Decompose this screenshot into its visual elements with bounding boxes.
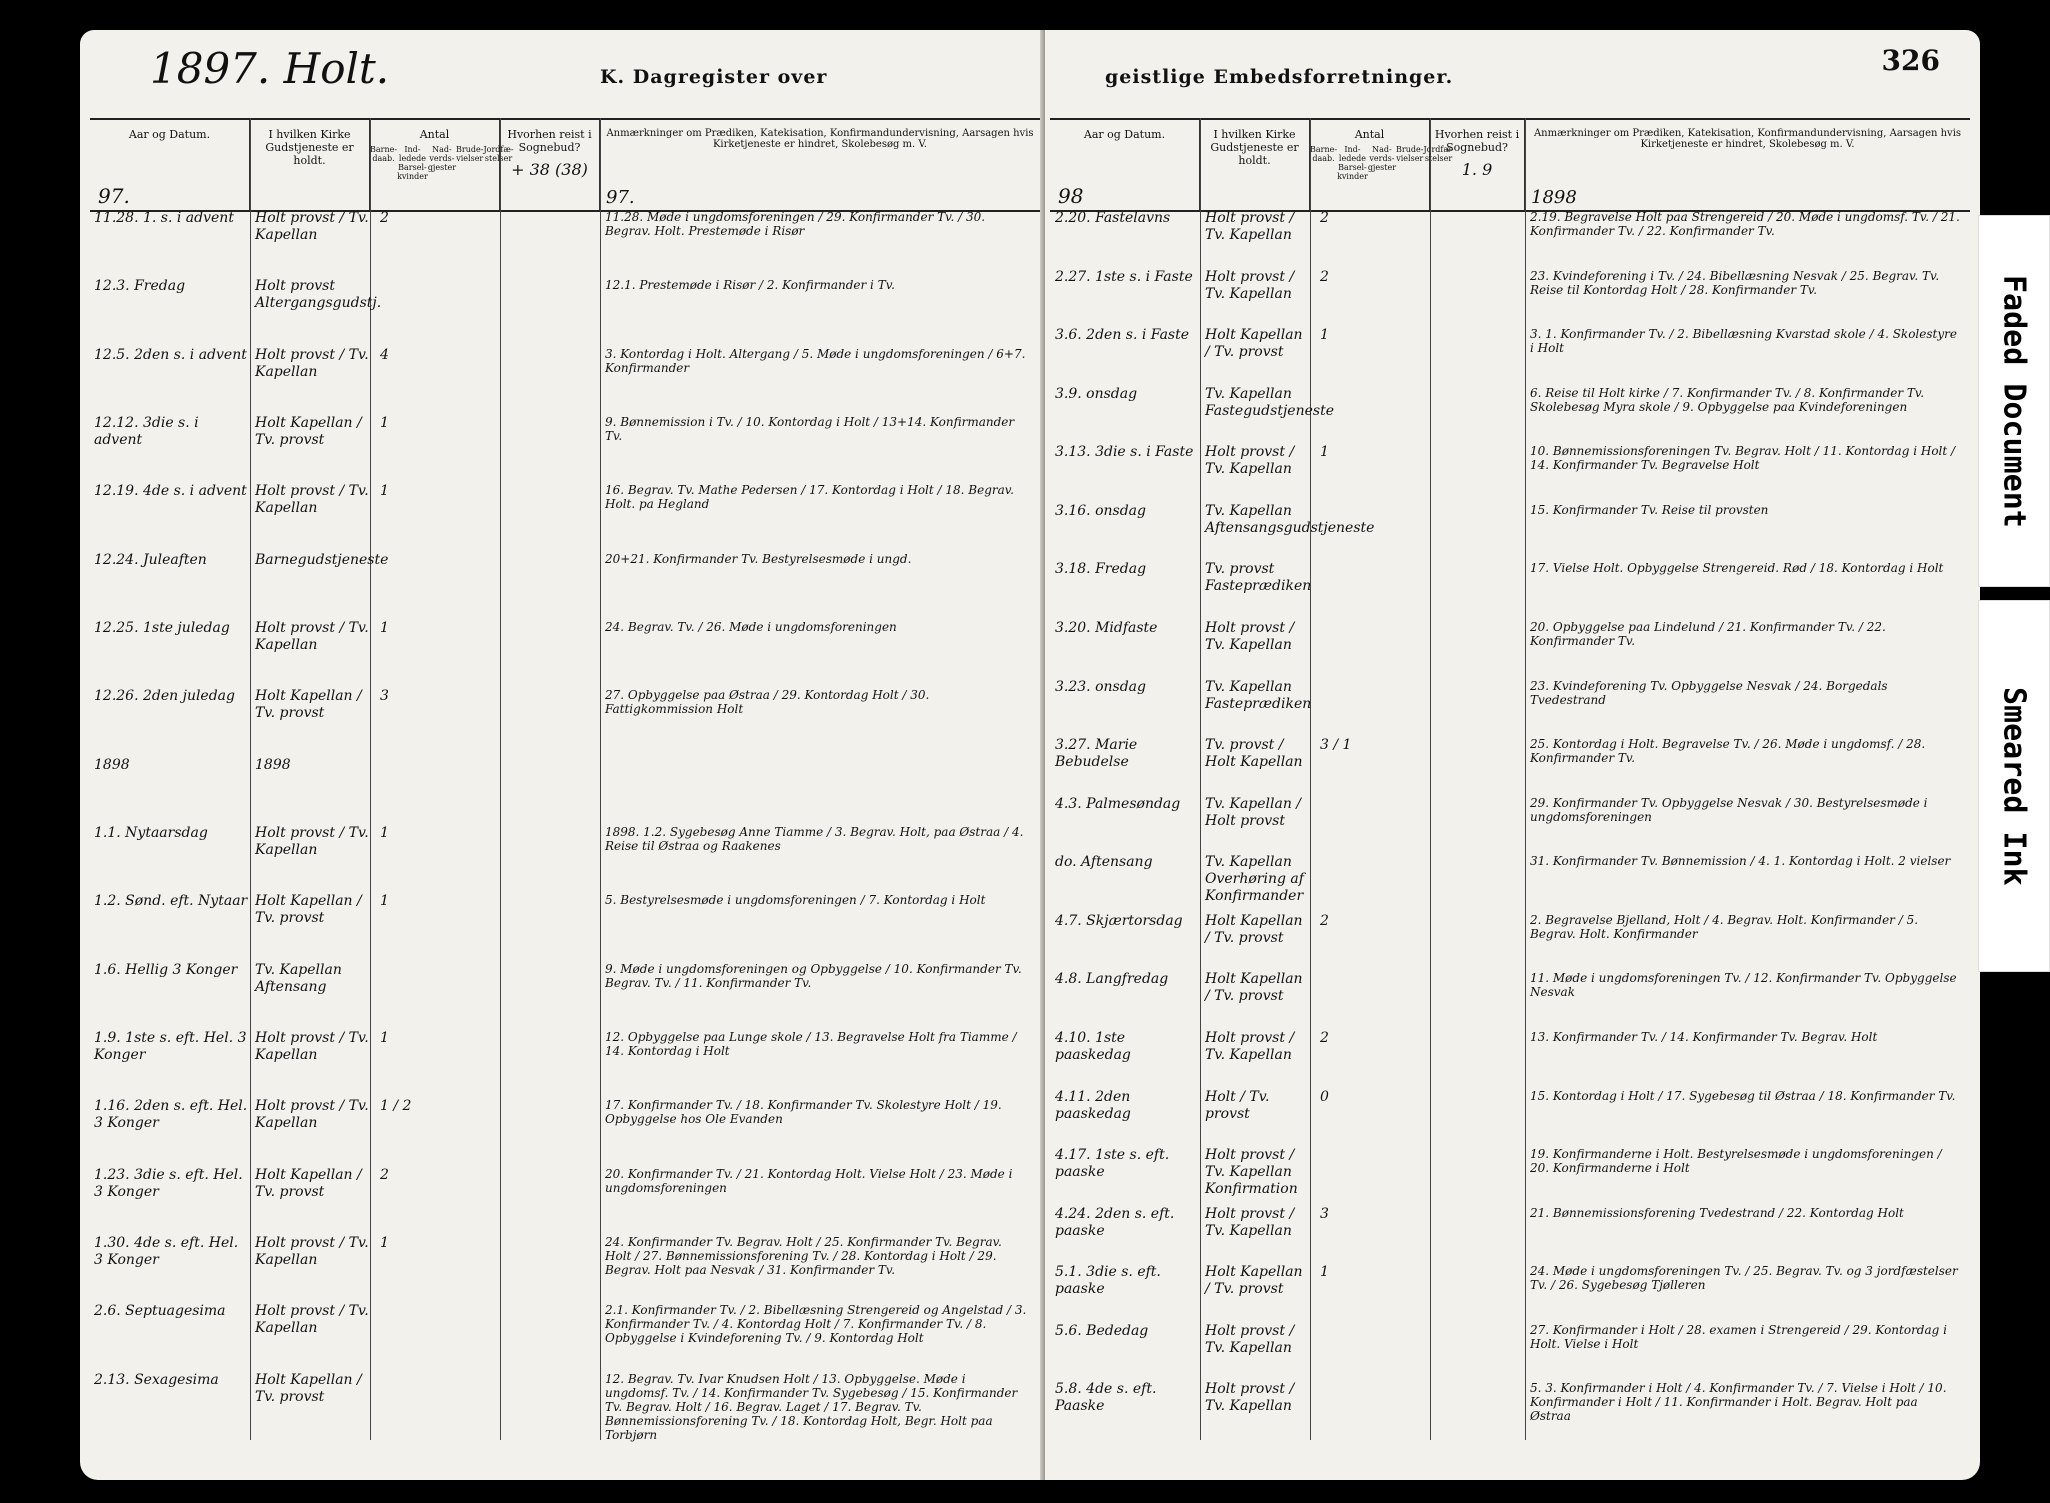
entry-note: 9. Bønnemission i Tv. / 10. Kontordag i Holt / 13+14. Konfirmander Tv.	[605, 415, 1015, 443]
entry-note: 23. Kvindeforening Tv. Opbyggelse Nesvak / 24. Borgedals Tvedestrand	[1530, 678, 1888, 707]
entry-church: Holt provst / Tv. Kapellan	[255, 210, 369, 243]
entry-church: Holt provst / Tv. Kapellan	[255, 346, 369, 380]
entry-date: 12.3. Fredag	[94, 278, 186, 295]
entry-date: 4.10. 1ste paaskedag	[1055, 1030, 1131, 1063]
entry-note: 23. Kvindeforening i Tv. / 24. Bibellæsning Nesvak / 25. Begrav. Tv. Reise til Kontordag Holt / 28. Konfirmander Tv.	[1530, 268, 1940, 297]
entry-date: 3.18. Fredag	[1055, 561, 1147, 578]
entry-church: Tv. provst Fasteprædiken	[1205, 561, 1312, 595]
right-notes-year: 1898	[1531, 187, 1577, 208]
left-column-header	[90, 118, 1040, 212]
left-sub-barsel: Ind-ledede Barsel-kvinder	[397, 145, 428, 181]
entry-note: 27. Opbyggelse paa Østraa / 29. Kontordag Holt / 30. Fattigkommission Holt	[605, 688, 930, 717]
entry-count: 1	[1320, 327, 1329, 344]
entry-note: 25. Kontordag i Holt. Begravelse Tv. / 26. Møde i ungdomsf. / 28. Konfirmander Tv.	[1530, 737, 1926, 766]
right-sub-jordfaeste: Jordfæ-stelser	[1423, 145, 1454, 163]
entry-note: 24. Begrav. Tv. / 26. Møde i ungdomsforeningen	[605, 620, 897, 634]
entry-date: 4.17. 1ste s. eft. paaske	[1055, 1147, 1170, 1181]
page-number: 326	[1881, 44, 1940, 77]
left-notes-year: 97.	[606, 187, 635, 208]
entry-date: 1.1. Nytaarsdag	[94, 825, 208, 841]
entry-date: 4.24. 2den s. eft. paaske	[1055, 1205, 1175, 1239]
smeared-ink-label: Smeared Ink	[1996, 686, 2032, 886]
entry-church: Holt Kapellan / Tv. provst	[255, 1166, 362, 1200]
entry-church: Holt Kapellan / Tv. provst	[1205, 327, 1303, 361]
entry-note: 19. Konfirmanderne i Holt. Bestyrelsesmøde i ungdomsforeningen / 20. Konfirmanderne i Holt	[1530, 1147, 1942, 1176]
entry-church: Holt provst / Tv. Kapellan	[1205, 620, 1295, 653]
entry-church: Holt provst / Tv. Kapellan	[1205, 1381, 1295, 1415]
entry-note: 15. Kontordag i Holt / 17. Sygebesøg til Østraa / 18. Konfirmander Tv.	[1530, 1088, 1956, 1103]
entry-church: Holt provst Altergangsgudstj.	[255, 278, 382, 312]
entry-date: 3.6. 2den s. i Faste	[1055, 327, 1190, 344]
entry-church: Holt provst / Tv. Kapellan	[255, 1098, 369, 1132]
entry-church: Holt provst / Tv. Kapellan	[255, 620, 369, 653]
right-sub-barnedaab: Barne-daab.	[1310, 145, 1338, 163]
entry-date: 1.23. 3die s. eft. Hel. 3 Konger	[94, 1166, 243, 1200]
entry-note: 3. Kontordag i Holt. Altergang / 5. Møde i ungdomsforeningen / 6+7. Konfirmander	[605, 346, 1026, 375]
entry-date: 2.13. Sexagesima	[94, 1371, 219, 1388]
entry-church: Tv. Kapellan Aftensangsgudstjeneste	[1205, 502, 1375, 536]
entry-note: 29. Konfirmander Tv. Opbyggelse Nesvak / 30. Bestyrelsesmøde i ungdomsforeningen	[1530, 795, 1928, 824]
entry-note: 12. Begrav. Tv. Ivar Knudsen Holt / 13. Opbyggelse. Møde i ungdomsf. Tv. / 14. Konfirmander Tv. Sygebesøg / 15. Konfirmander Tv. Begrav. Holt / 16. Begrav. Laget / 17. Begrav. Tv. Bønnemissionsforening Tv. / 18. Kontordag Holt, Begr. Holt paa Torbjørn	[605, 1371, 1018, 1442]
entry-note: 3. 1. Konfirmander Tv. / 2. Bibellæsning Kvarstad skole / 4. Skolestyre i Holt	[1530, 327, 1957, 356]
entry-church: Barnegudstjeneste	[255, 551, 389, 568]
entry-date: 5.1. 3die s. eft. paaske	[1055, 1264, 1161, 1298]
entry-count: 4	[380, 346, 389, 363]
entry-date: 1898	[94, 756, 130, 773]
entry-church: Holt Kapellan / Tv. provst	[1205, 971, 1303, 1005]
right-col-notes: Anmærkninger om Prædiken, Katekisation, Konfirmandundervisning, Aarsagen hvis Kirketjeneste er hindret, Skolebesøg m. V.	[1533, 128, 1962, 150]
entry-note: 2.19. Begravelse Holt paa Strengereid / 20. Møde i ungdomsf. Tv. / 21. Konfirmander Tv. / 22. Konfirmander Tv.	[1530, 210, 1960, 238]
entry-church: Holt provst / Tv. Kapellan	[1205, 268, 1295, 302]
left-sognebud-note: + 38 (38)	[511, 160, 588, 179]
entry-count: 2	[380, 210, 389, 226]
entry-date: 2.20. Fastelavns	[1055, 210, 1171, 226]
right-col-church: I hvilken Kirke Gudstjeneste er holdt.	[1210, 128, 1299, 167]
entry-date: 4.11. 2den paaskedag	[1055, 1088, 1131, 1122]
entry-date: 2.6. Septuagesima	[94, 1303, 226, 1320]
entry-note: 17. Vielse Holt. Opbyggelse Strengereid. Rød / 18. Kontordag i Holt	[1530, 561, 1944, 576]
entry-church: Holt provst / Tv. Kapellan Konfirmation	[1205, 1147, 1298, 1198]
entry-date: 1.30. 4de s. eft. Hel. 3 Konger	[94, 1235, 239, 1268]
right-col-sognebud: Hvorhen reist i Sognebud?	[1434, 128, 1520, 154]
entry-note: 11. Møde i ungdomsforeningen Tv. / 12. Konfirmander Tv. Opbyggelse Nesvak	[1530, 971, 1957, 1000]
entry-note: 5. 3. Konfirmander i Holt / 4. Konfirmander Tv. / 7. Vielse i Holt / 10. Konfirmander i Holt / 11. Konfirmander i Holt. Begrav. Holt paa Østraa	[1530, 1381, 1947, 1424]
entry-note: 24. Møde i ungdomsforeningen Tv. / 25. Begrav. Tv. og 3 jordfæstelser Tv. / 26. Sygebesøg Tjølleren	[1530, 1264, 1958, 1293]
entry-note: 20. Konfirmander Tv. / 21. Kontordag Holt. Vielse Holt / 23. Møde i ungdomsforeningen	[605, 1166, 1013, 1195]
entry-church: Tv. Kapellan Fasteprædiken	[1205, 678, 1312, 712]
entry-church: Holt provst / Tv. Kapellan	[1205, 1322, 1295, 1356]
entry-church: Holt provst / Tv. Kapellan	[255, 1030, 369, 1063]
entry-count: 3 / 1	[1320, 737, 1352, 754]
entry-count: 1	[380, 1235, 389, 1251]
entry-count: 1	[1320, 1264, 1329, 1281]
entry-date: 12.5. 2den s. i advent	[94, 346, 247, 363]
entry-church: Holt Kapellan / Tv. provst	[255, 1371, 362, 1405]
entry-count: 2	[380, 1166, 389, 1183]
entry-count: 1	[380, 620, 389, 636]
entry-note: 27. Konfirmander i Holt / 28. examen i Strengereid / 29. Kontordag i Holt. Vielse i Holt	[1530, 1322, 1947, 1351]
entry-count: 1	[380, 893, 389, 910]
entry-count: 2	[1320, 268, 1329, 285]
entry-date: 1.16. 2den s. eft. Hel. 3 Konger	[94, 1098, 248, 1132]
entry-note: 10. Bønnemissionsforeningen Tv. Begrav. Holt / 11. Kontordag i Holt / 14. Konfirmander Tv. Begravelse Holt	[1530, 444, 1956, 473]
entry-church: Holt provst / Tv. Kapellan	[1205, 1205, 1295, 1239]
entry-note: 12.1. Prestemøde i Risør / 2. Konfirmander i Tv.	[605, 278, 895, 293]
entry-note: 16. Begrav. Tv. Mathe Pedersen / 17. Kontordag i Holt / 18. Begrav. Holt. pa Hegland	[605, 483, 1014, 512]
entry-date: do. Aftensang	[1055, 854, 1153, 871]
entry-note: 20+21. Konfirmander Tv. Bestyrelsesmøde i ungd.	[605, 551, 912, 566]
entry-church: 1898	[255, 756, 291, 773]
entry-count: 3	[1320, 1205, 1329, 1222]
entry-date: 12.12. 3die s. i advent	[94, 415, 199, 448]
left-col-sognebud: Hvorhen reist i Sognebud?	[507, 128, 592, 154]
entry-church: Tv. Kapellan Fastegudstjeneste	[1205, 385, 1334, 419]
entry-date: 3.27. Marie Bebudelse	[1055, 737, 1138, 771]
entry-church: Holt provst / Tv. Kapellan	[255, 825, 369, 858]
entry-note: 24. Konfirmander Tv. Begrav. Holt / 25. Konfirmander Tv. Begrav. Holt / 27. Bønnemissionsforening Tv. / 28. Kontordag i Holt / 29. Begrav. Holt paa Nesvak / 31. Konfirmander Tv.	[605, 1235, 1002, 1277]
entry-date: 3.9. onsdag	[1055, 385, 1138, 402]
left-col-church: I hvilken Kirke Gudstjeneste er holdt.	[265, 128, 354, 167]
entry-church: Holt provst / Tv. Kapellan	[255, 1235, 369, 1268]
entry-date: 3.13. 3die s. i Faste	[1055, 444, 1194, 461]
left-sub-nadverd: Nad-verds-gjester	[427, 145, 457, 172]
right-col-date: Aar og Datum.	[1083, 128, 1166, 141]
entry-note: 15. Konfirmander Tv. Reise til provsten	[1530, 502, 1769, 517]
entry-count: 2	[1320, 1030, 1329, 1046]
entry-date: 12.19. 4de s. i advent	[94, 483, 247, 500]
entry-date: 2.27. 1ste s. i Faste	[1055, 268, 1193, 285]
entry-note: 13. Konfirmander Tv. / 14. Konfirmander Tv. Begrav. Holt	[1530, 1030, 1878, 1044]
entry-note: 11.28. Møde i ungdomsforeningen / 29. Konfirmander Tv. / 30. Begrav. Holt. Prestemøde i Risør	[605, 210, 986, 238]
smeared-ink-tag	[1978, 600, 2050, 972]
entry-note: 20. Opbyggelse paa Lindelund / 21. Konfirmander Tv. / 22. Konfirmander Tv.	[1530, 620, 1886, 648]
entry-count: 2	[1320, 210, 1329, 226]
entry-church: Tv. Kapellan Overhøring af Konfirmander	[1205, 854, 1304, 905]
entry-date: 4.3. Palmesøndag	[1055, 795, 1181, 812]
entry-date: 1.9. 1ste s. eft. Hel. 3 Konger	[94, 1030, 247, 1063]
right-column-header	[1050, 118, 1970, 212]
left-header-title: K. Dagregister over	[600, 66, 828, 88]
entry-church: Holt Kapellan / Tv. provst	[255, 688, 362, 722]
right-sub-barsel: Ind-ledede Barsel-kvinder	[1337, 145, 1368, 181]
entry-church: Tv. Kapellan / Holt provst	[1205, 795, 1302, 829]
entry-note: 21. Bønnemissionsforening Tvedestrand / 22. Kontordag Holt	[1530, 1205, 1904, 1220]
right-col-year: 98	[1058, 184, 1084, 208]
entry-count: 1	[1320, 444, 1329, 461]
entry-count: 3	[380, 688, 389, 705]
entry-date: 5.8. 4de s. eft. Paaske	[1055, 1381, 1157, 1415]
entry-date: 3.23. onsdag	[1055, 678, 1146, 695]
faded-document-label: Faded Document	[1996, 274, 2032, 528]
entry-church: Holt provst / Tv. Kapellan	[1205, 210, 1295, 243]
right-sub-nadverd: Nad-verds-gjester	[1367, 145, 1397, 172]
entry-church: Tv. provst / Holt Kapellan	[1205, 737, 1303, 771]
left-sub-jordfaeste: Jordfæ-stelser	[483, 145, 514, 163]
right-header-title: geistlige Embedsforretninger.	[1105, 66, 1454, 88]
ledger-book	[40, 30, 1960, 1480]
entry-date: 12.25. 1ste juledag	[94, 620, 230, 636]
entry-count: 0	[1320, 1088, 1329, 1105]
entry-note: 1898. 1.2. Sygebesøg Anne Tiamme / 3. Begrav. Holt, paa Østraa / 4. Reise til Østraa og Raakenes	[605, 825, 1024, 853]
entry-date: 12.24. Juleaften	[94, 551, 207, 568]
left-col-date: Aar og Datum.	[128, 128, 211, 141]
entry-note: 17. Konfirmander Tv. / 18. Konfirmander Tv. Skolestyre Holt / 19. Opbyggelse hos Ole Evanden	[605, 1098, 1002, 1127]
left-sub-brude: Brude-vielser	[456, 145, 484, 163]
entry-count: 2	[1320, 912, 1329, 929]
entry-church: Holt Kapellan / Tv. provst	[255, 893, 362, 927]
entry-church: Holt Kapellan / Tv. provst	[1205, 1264, 1303, 1298]
faded-document-tag	[1978, 215, 2050, 587]
entry-count: 1	[380, 825, 389, 841]
entry-date: 12.26. 2den juledag	[94, 688, 235, 705]
entry-church: Holt Kapellan / Tv. provst	[1205, 912, 1303, 946]
entry-church: Holt provst / Tv. Kapellan	[1205, 444, 1295, 478]
entry-count: 1	[380, 483, 389, 500]
entry-count: 1 / 2	[380, 1098, 412, 1115]
entry-note: 6. Reise til Holt kirke / 7. Konfirmander Tv. / 8. Konfirmander Tv. Skolebesøg Myra skole / 9. Opbyggelse paa Kvindeforeningen	[1530, 385, 1925, 414]
entry-church: Holt Kapellan / Tv. provst	[255, 415, 362, 448]
entry-count: 1	[380, 1030, 389, 1046]
entry-note: 9. Møde i ungdomsforeningen og Opbyggelse / 10. Konfirmander Tv. Begrav. Tv. / 11. Konfirmander Tv.	[605, 961, 1022, 990]
entry-date: 5.6. Bededag	[1055, 1322, 1149, 1339]
entry-church: Holt / Tv. provst	[1205, 1088, 1270, 1122]
entry-church: Holt provst / Tv. Kapellan	[1205, 1030, 1295, 1063]
entry-church: Holt provst / Tv. Kapellan	[255, 483, 369, 517]
left-page	[80, 30, 1045, 1480]
entry-date: 3.20. Midfaste	[1055, 620, 1158, 636]
right-sub-brude: Brude-vielser	[1396, 145, 1424, 163]
entry-date: 3.16. onsdag	[1055, 502, 1146, 519]
right-col-antal: Antal	[1354, 128, 1385, 141]
left-sub-barnedaab: Barne-daab.	[370, 145, 398, 163]
entry-note: 5. Bestyrelsesmøde i ungdomsforeningen / 7. Kontordag i Holt	[605, 893, 986, 908]
entry-church: Holt provst / Tv. Kapellan	[255, 1303, 369, 1337]
entry-note: 12. Opbyggelse paa Lunge skole / 13. Begravelse Holt fra Tiamme / 14. Kontordag i Holt	[605, 1030, 1017, 1058]
entry-church: Tv. Kapellan Aftensang	[255, 961, 342, 995]
entry-note: 31. Konfirmander Tv. Bønnemission / 4. 1. Kontordag i Holt. 2 vielser	[1530, 854, 1951, 869]
entry-date: 1.2. Sønd. eft. Nytaar	[94, 893, 248, 910]
entry-date: 11.28. 1. s. i advent	[94, 210, 234, 226]
left-col-antal: Antal	[419, 128, 450, 141]
entry-note: 2.1. Konfirmander Tv. / 2. Bibellæsning Strengereid og Angelstad / 3. Konfirmander Tv. / 4. Kontordag Holt / 7. Konfirmander Tv. / 8. Opbyggelse i Kvindeforening Tv. / 9. Kontordag Holt	[605, 1303, 1027, 1346]
entry-date: 4.7. Skjærtorsdag	[1055, 912, 1183, 929]
entry-note: 2. Begravelse Bjelland, Holt / 4. Begrav. Holt. Konfirmander / 5. Begrav. Holt. Konfirmander	[1530, 912, 1919, 941]
left-col-notes: Anmærkninger om Prædiken, Katekisation, Konfirmandundervisning, Aarsagen hvis Kirketjeneste er hindret, Skolebesøg m. V.	[606, 128, 1034, 150]
left-year-title: 1897. Holt.	[150, 44, 390, 93]
left-col-year: 97.	[98, 184, 130, 208]
entry-date: 4.8. Langfredag	[1055, 971, 1169, 988]
entry-date: 1.6. Hellig 3 Konger	[94, 961, 238, 978]
entry-count: 1	[380, 415, 389, 431]
right-page	[1045, 30, 1980, 1480]
right-sognebud-note: 1. 9	[1461, 160, 1493, 179]
